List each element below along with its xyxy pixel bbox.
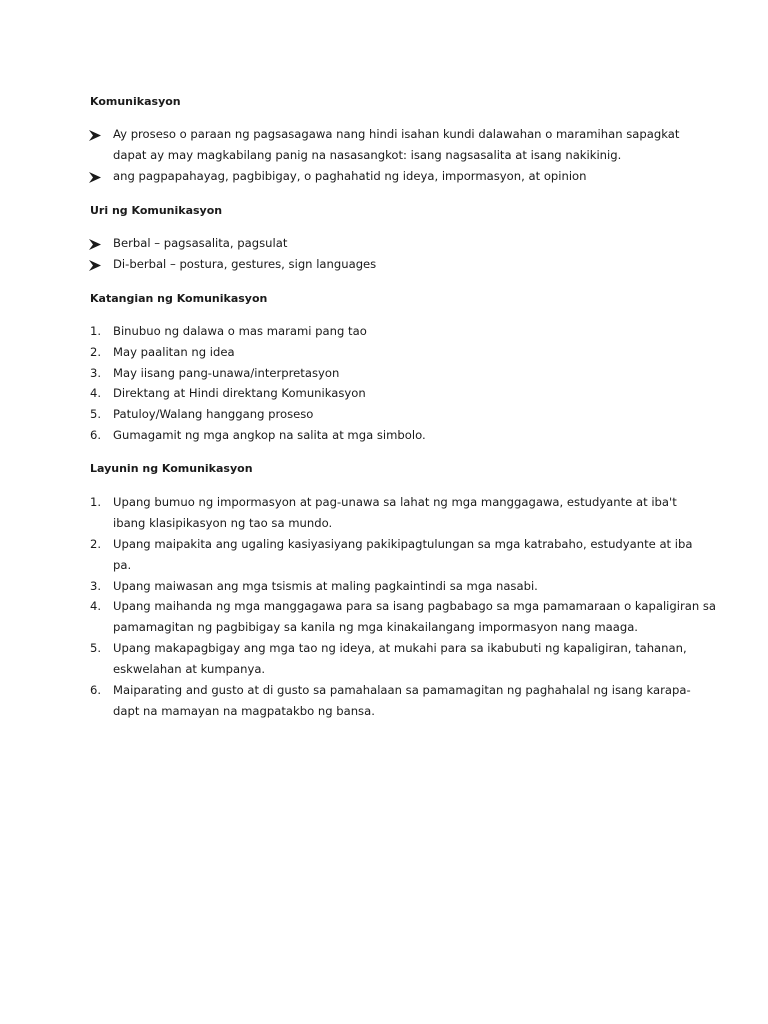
list-item-text: Direktang at Hindi direktang Komunikasyon <box>113 386 366 400</box>
list-number: 4. <box>90 599 102 613</box>
list-number: 6. <box>90 428 102 442</box>
arrow-bullet-icon <box>89 130 101 141</box>
list-item-text: Upang makapagbigay ang mga tao ng ideya, at mukahi para sa ikabubuti ng kapaligiran, tahanan, <box>113 641 687 655</box>
bullet-text-line: dapat ay may magkabilang panig na nasasangkot: isang nagsasalita at isang nakikinig. <box>113 148 622 162</box>
list-number: 2. <box>90 537 102 551</box>
list-item-text: eskwelahan at kumpanya. <box>113 662 266 676</box>
arrow-bullet-icon <box>89 172 101 183</box>
list-number: 5. <box>90 641 102 655</box>
list-number: 1. <box>90 324 102 338</box>
bullet-text-line: Berbal – pagsasalita, pagsulat <box>113 236 288 250</box>
list-item-text: Upang maipakita ang ugaling kasiyasiyang pakikipagtulungan sa mga katrabaho, estudyante at iba <box>113 537 693 551</box>
list-item-text: Upang bumuo ng impormasyon at pag-unawa sa lahat ng mga manggagawa, estudyante at iba't <box>113 495 677 509</box>
list-item-text: Maiparating and gusto at di gusto sa pamahalaan sa pamamagitan ng paghahalal ng isang karapa- <box>113 683 691 697</box>
list-number: 5. <box>90 407 102 421</box>
section-heading-katangian: Katangian ng Komunikasyon <box>90 292 268 305</box>
section-heading-uri: Uri ng Komunikasyon <box>90 204 223 217</box>
list-item-text: dapt na mamayan na magpatakbo ng bansa. <box>113 704 375 718</box>
list-number: 3. <box>90 366 102 380</box>
arrow-bullet-icon <box>89 260 101 271</box>
arrow-bullet-icon <box>89 239 101 250</box>
bullet-text-line: ang pagpapahayag, pagbibigay, o paghahatid ng ideya, impormasyon, at opinion <box>113 169 587 183</box>
list-number: 2. <box>90 345 102 359</box>
list-number: 6. <box>90 683 102 697</box>
list-item-text: Upang maiwasan ang mga tsismis at maling pagkaintindi sa mga nasabi. <box>113 579 538 593</box>
bullet-text-line: Di-berbal – postura, gestures, sign languages <box>113 257 377 271</box>
list-item-text: Binubuo ng dalawa o mas marami pang tao <box>113 324 367 338</box>
section-heading-layunin: Layunin ng Komunikasyon <box>90 462 253 475</box>
list-number: 3. <box>90 579 102 593</box>
list-item-text: ibang klasipikasyon ng tao sa mundo. <box>113 516 333 530</box>
section-heading-komunikasyon: Komunikasyon <box>90 95 181 108</box>
list-item-text: pa. <box>113 558 132 572</box>
list-item-text: May iisang pang-unawa/interpretasyon <box>113 366 340 380</box>
list-number: 4. <box>90 386 102 400</box>
list-number: 1. <box>90 495 102 509</box>
list-item-text: Gumagamit ng mga angkop na salita at mga simbolo. <box>113 428 426 442</box>
list-item-text: Patuloy/Walang hanggang proseso <box>113 407 314 421</box>
list-item-text: Upang maihanda ng mga manggagawa para sa isang pagbabago sa mga pamamaraan o kapaligiran sa <box>113 599 717 613</box>
bullet-text-line: Ay proseso o paraan ng pagsasagawa nang hindi isahan kundi dalawahan o maramihan sapagkat <box>113 127 680 141</box>
list-item-text: pamamagitan ng pagbibigay sa kanila ng mga kinakailangang impormasyon nang maaga. <box>113 620 638 634</box>
list-item-text: May paalitan ng idea <box>113 345 235 359</box>
